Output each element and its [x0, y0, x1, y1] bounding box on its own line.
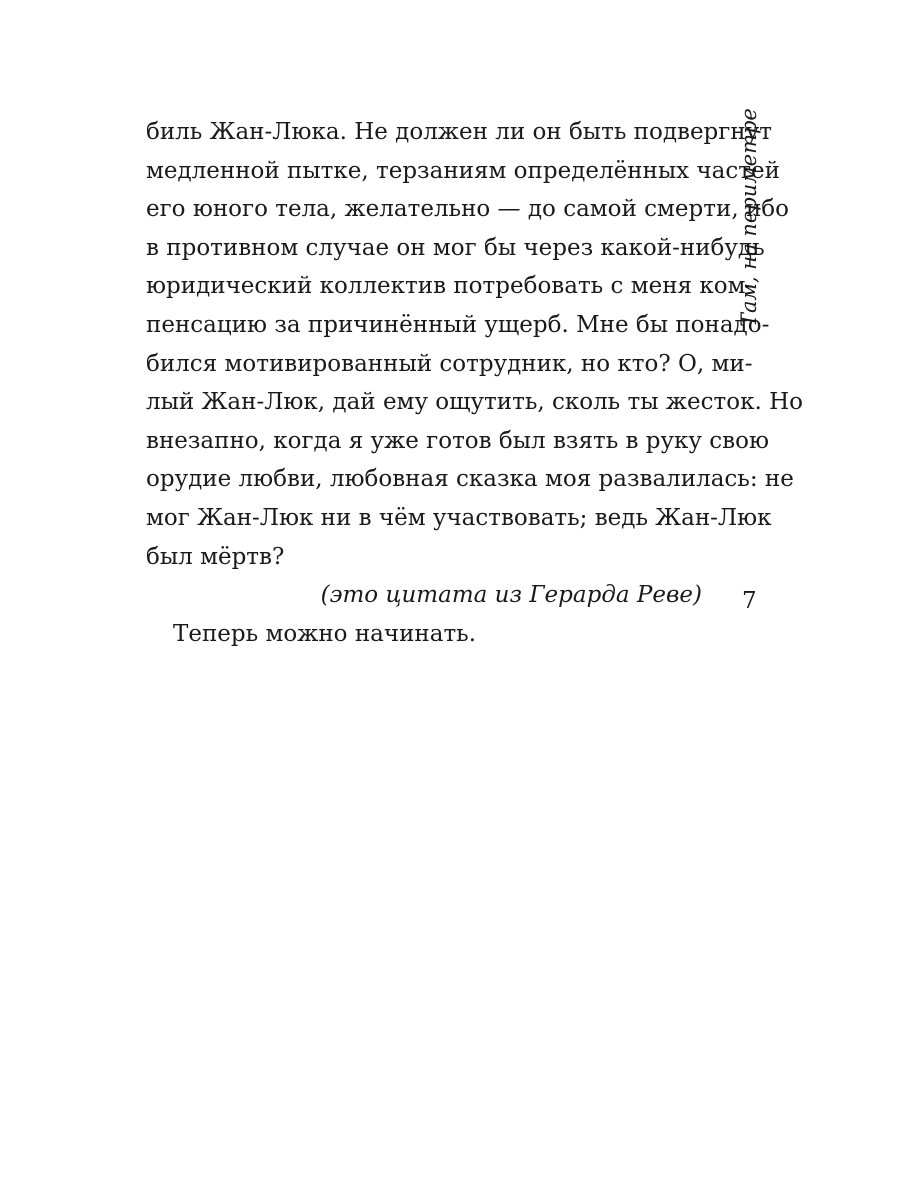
text-line: лый Жан-Люк, дай ему ощутить, сколь ты жесток. Но: [146, 389, 803, 416]
closing-paragraph: Теперь можно начинать.: [173, 620, 477, 647]
text-line: орудие любви, любовная сказка моя развалилась: не: [146, 466, 794, 493]
text-line: юридический коллектив потребовать с меня ком-: [146, 273, 754, 300]
text-line: в противном случае он мог бы через какой-нибудь: [146, 234, 765, 261]
text-line: его юного тела, желательно — до самой смерти, ибо: [146, 196, 789, 223]
quote-attribution: (это цитата из Герарда Реве): [320, 582, 702, 609]
text-line: был мёртв?: [146, 543, 285, 570]
text-line: биль Жан-Люка. Не должен ли он быть подвергнут: [146, 119, 772, 145]
text-line: медленной пытке, терзаниям определённых частей: [146, 157, 780, 184]
text-line: пенсацию за причинённый ущерб. Мне бы понадо-: [146, 311, 770, 338]
text-line: мог Жан-Люк ни в чём участвовать; ведь Жан-Люк: [146, 504, 772, 531]
page-number: 7: [742, 588, 757, 614]
running-header: Там, на периметре: [737, 108, 761, 327]
text-line: бился мотивированный сотрудник, но кто? О, ми-: [146, 350, 753, 377]
text-line: внезапно, когда я уже готов был взять в руку свою: [146, 427, 769, 454]
